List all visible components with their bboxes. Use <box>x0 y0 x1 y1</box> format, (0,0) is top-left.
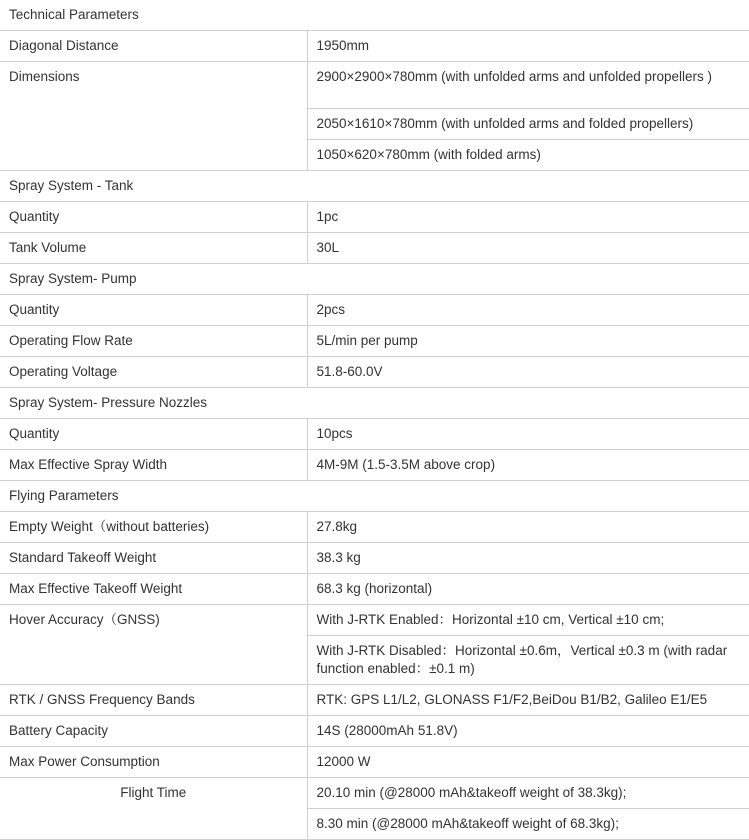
table-row <box>0 202 749 233</box>
section-header-row <box>0 388 749 419</box>
table-row <box>0 233 749 264</box>
table-row <box>0 716 749 747</box>
section-header: Flying Parameters <box>0 481 749 512</box>
parameter-label: Quantity <box>0 295 307 326</box>
section-header-row <box>0 264 749 295</box>
parameter-label: Battery Capacity <box>0 716 307 747</box>
parameter-value: 2050×1610×780mm (with unfolded arms and folded propellers) <box>307 109 749 140</box>
table-row <box>0 512 749 543</box>
parameter-value: 2pcs <box>307 295 749 326</box>
table-row <box>0 778 749 809</box>
parameter-value: 38.3 kg <box>307 543 749 574</box>
parameter-value: 1pc <box>307 202 749 233</box>
section-header: Spray System- Pump <box>0 264 749 295</box>
parameter-value: 8.30 min (@28000 mAh&takeoff weight of 68.3kg); <box>307 809 749 840</box>
parameter-value: 1050×620×780mm (with folded arms) <box>307 140 749 171</box>
parameter-label: Standard Takeoff Weight <box>0 543 307 574</box>
table-row <box>0 419 749 450</box>
parameter-label: Tank Volume <box>0 233 307 264</box>
table-row <box>0 357 749 388</box>
parameter-value: 2900×2900×780mm (with unfolded arms and unfolded propellers ) <box>307 62 749 109</box>
table-row <box>0 747 749 778</box>
parameter-label: Operating Voltage <box>0 357 307 388</box>
parameter-label: Quantity <box>0 419 307 450</box>
section-header-row <box>0 481 749 512</box>
parameter-value: RTK: GPS L1/L2, GLONASS F1/F2,BeiDou B1/B2, Galileo E1/E5 <box>307 685 749 716</box>
table-row <box>0 574 749 605</box>
section-header-row <box>0 171 749 202</box>
parameter-label: Hover Accuracy（GNSS) <box>0 605 307 685</box>
parameter-label: Flight Time <box>0 778 307 840</box>
parameter-label: Max Power Consumption <box>0 747 307 778</box>
table-row <box>0 62 749 109</box>
section-header: Technical Parameters <box>0 0 749 31</box>
table-row <box>0 326 749 357</box>
section-header-row <box>0 0 749 31</box>
parameter-value: 20.10 min (@28000 mAh&takeoff weight of 38.3kg); <box>307 778 749 809</box>
parameter-value: 30L <box>307 233 749 264</box>
parameter-value: 27.8kg <box>307 512 749 543</box>
table-row <box>0 543 749 574</box>
parameter-value: With J-RTK Enabled：Horizontal ±10 cm, Vertical ±10 cm; <box>307 605 749 636</box>
parameter-value: 4M-9M (1.5-3.5M above crop) <box>307 450 749 481</box>
parameter-value: 1950mm <box>307 31 749 62</box>
table-row <box>0 450 749 481</box>
parameter-label: Diagonal Distance <box>0 31 307 62</box>
table-row <box>0 685 749 716</box>
section-header: Spray System- Pressure Nozzles <box>0 388 749 419</box>
section-header: Spray System - Tank <box>0 171 749 202</box>
parameter-value: With J-RTK Disabled：Horizontal ±0.6m，Vertical ±0.3 m (with radar function enabled：±0.1 m) <box>307 636 749 685</box>
parameter-value: 68.3 kg (horizontal) <box>307 574 749 605</box>
table-row <box>0 295 749 326</box>
parameter-value: 51.8-60.0V <box>307 357 749 388</box>
parameter-label: Dimensions <box>0 62 307 171</box>
table-row <box>0 605 749 636</box>
parameter-label: Empty Weight（without batteries) <box>0 512 307 543</box>
parameter-label: Operating Flow Rate <box>0 326 307 357</box>
parameter-label: Max Effective Spray Width <box>0 450 307 481</box>
parameter-value: 10pcs <box>307 419 749 450</box>
parameter-value: 12000 W <box>307 747 749 778</box>
parameter-label: RTK / GNSS Frequency Bands <box>0 685 307 716</box>
parameter-label: Quantity <box>0 202 307 233</box>
parameter-label: Max Effective Takeoff Weight <box>0 574 307 605</box>
table-row <box>0 31 749 62</box>
parameter-value: 14S (28000mAh 51.8V) <box>307 716 749 747</box>
parameter-value: 5L/min per pump <box>307 326 749 357</box>
